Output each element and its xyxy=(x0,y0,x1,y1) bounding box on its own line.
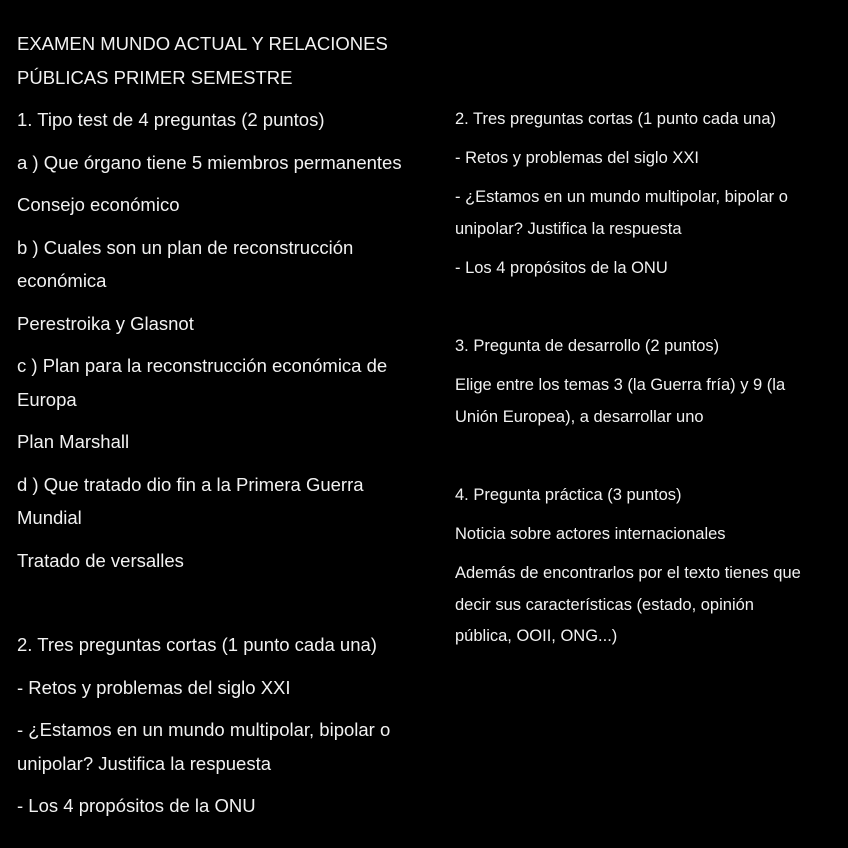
section-4-heading: 4. Pregunta práctica (3 puntos) xyxy=(455,486,682,504)
question-c-line-1: c ) Plan para la reconstrucción económica de xyxy=(17,355,388,376)
section-3-text-line-1: Elige entre los temas 3 (la Guerra fría) y 9 (la xyxy=(455,376,786,394)
right-column xyxy=(455,105,840,654)
question-d-line-1: d ) Que tratado dio fin a la Primera Guerra xyxy=(17,473,364,495)
section-2-heading-right: 2. Tres preguntas cortas (1 punto cada una) xyxy=(455,110,777,128)
question-c-line-2: Europa xyxy=(17,388,77,410)
section-4-text-2-line-3: pública, OOII, ONG...) xyxy=(455,627,618,645)
question-a: a ) Que órgano tiene 5 miembros permanentes xyxy=(17,151,402,173)
section-1-heading: 1. Tipo test de 4 preguntas (2 puntos) xyxy=(17,109,325,130)
section-2-item-2-line-1-right: - ¿Estamos en un mundo multipolar, bipolar o xyxy=(455,188,788,206)
section-3-text-line-2: Unión Europea), a desarrollar uno xyxy=(455,407,704,426)
question-d-line-2: Mundial xyxy=(17,507,82,528)
section-4-text-1: Noticia sobre actores internacionales xyxy=(455,525,726,543)
section-3-heading: 3. Pregunta de desarrollo (2 puntos) xyxy=(455,337,720,355)
exam-title-line-1: EXAMEN MUNDO ACTUAL Y RELACIONES xyxy=(17,33,388,54)
question-b-line-1: b ) Cuales son un plan de reconstrucción xyxy=(17,236,354,258)
answer-a: Consejo económico xyxy=(17,194,180,215)
answer-d: Tratado de versalles xyxy=(17,549,184,571)
exam-title-line-2: PÚBLICAS PRIMER SEMESTRE xyxy=(17,66,293,88)
section-2-item-2-line-1: - ¿Estamos en un mundo multipolar, bipolar o xyxy=(17,719,391,740)
section-2-item-1: - Retos y problemas del siglo XXI xyxy=(17,676,291,698)
section-2-item-2-line-2: unipolar? Justifica la respuesta xyxy=(17,752,272,774)
answer-c: Plan Marshall xyxy=(17,431,130,452)
section-2-item-1-right: - Retos y problemas del siglo XXI xyxy=(455,149,699,167)
answer-b: Perestroika y Glasnot xyxy=(17,312,194,334)
section-2-item-2-line-2-right: unipolar? Justifica la respuesta xyxy=(455,219,682,238)
section-4-text-2-line-1: Además de encontrarlos por el texto tienes que xyxy=(455,564,801,582)
section-2-item-3: - Los 4 propósitos de la ONU xyxy=(17,795,256,816)
section-4-text-2-line-2: decir sus características (estado, opinión xyxy=(455,595,754,614)
left-column xyxy=(17,30,437,826)
question-b-line-2: económica xyxy=(17,270,107,291)
section-2-item-3-right: - Los 4 propósitos de la ONU xyxy=(455,258,668,277)
section-2-heading: 2. Tres preguntas cortas (1 punto cada una) xyxy=(17,634,377,655)
